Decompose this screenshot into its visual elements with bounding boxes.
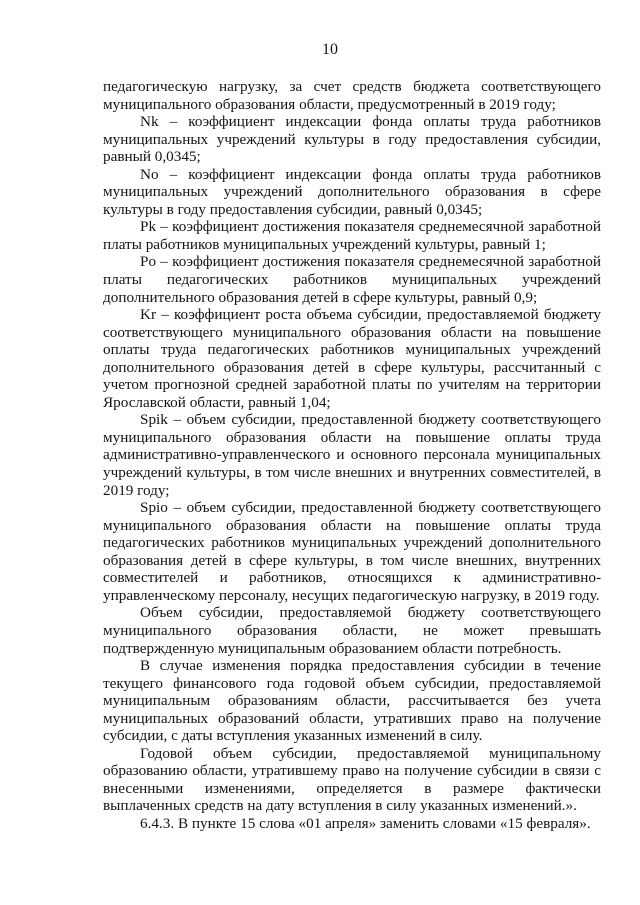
- paragraph-continuation: педагогическую нагрузку, за счет средств бюджета соответствующего муниципального образования области, предусмотренный в 2019 году;: [103, 78, 601, 113]
- paragraph-nk-definition: Nk – коэффициент индексации фонда оплаты труда работников муниципальных учреждений культуры в году предоставления субсидии, равный 0,0345;: [103, 113, 601, 166]
- paragraph-item-6-4-3: 6.4.3. В пункте 15 слова «01 апреля» заменить словами «15 февраля».: [140, 814, 591, 832]
- paragraph-subsidy-limit: Объем субсидии, предоставляемой бюджету соответствующего муниципального образования области, не может превышать подтвержденную муниципальным образованием области потребность.: [103, 604, 601, 657]
- paragraph-spio-definition: Spio – объем субсидии, предоставленной бюджету соответствующего муниципального образования области на повышение оплаты труда педагогических работников муниципальных учреждений дополнительного образования детей в сфере культуры, в том числе внешних, внутренних совместителей и работников, относящихся к административно-управленческому персоналу, несущих педагогическую нагрузку, в 2019 году.: [103, 499, 601, 604]
- paragraph-po-definition: Po – коэффициент достижения показателя среднемесячной заработной платы педагогических работников муниципальных учреждений дополнительного образования детей в сфере культуры, равный 0,9;: [103, 253, 601, 306]
- paragraph-kr-definition: Kr – коэффициент роста объема субсидии, предоставляемой бюджету соответствующего муниципального образования области на повышение оплаты труда педагогических работников муниципальных учреждений дополнительного образования детей в сфере культуры, рассчитанный с учетом прогнозной средней заработной платы по учителям на территории Ярославской области, равный 1,04;: [103, 306, 601, 411]
- document-body: [103, 78, 601, 833]
- paragraph-annual-volume: Годовой объем субсидии, предоставляемой муниципальному образованию области, утратившему право на получение субсидии в связи с внесенными изменениями, определяется в размере фактически выплаченных средств на дату вступления в силу указанных изменений.».: [103, 744, 601, 815]
- paragraph-spik-definition: Spik – объем субсидии, предоставленной бюджету соответствующего муниципального образования области на повышение оплаты труда административно-управленческого и основного персонала муниципальных учреждений культуры, в том числе внешних и внутренних совместителей, в 2019 году;: [103, 411, 601, 499]
- paragraph-pk-definition: Pk – коэффициент достижения показателя среднемесячной заработной платы работников муниципальных учреждений культуры, равный 1;: [103, 218, 601, 253]
- page-number: 10: [322, 41, 338, 58]
- paragraph-no-definition: No – коэффициент индексации фонда оплаты труда работников муниципальных учреждений дополнительного образования в сфере культуры в году предоставления субсидии, равный 0,0345;: [103, 165, 601, 218]
- paragraph-procedure-change: В случае изменения порядка предоставления субсидии в течение текущего финансового года годовой объем субсидии, предоставляемой муниципальным образованиям области, рассчитывается без учета муниципальных образований области, утративших право на получение субсидии, с даты вступления указанных изменений в силу.: [103, 657, 601, 745]
